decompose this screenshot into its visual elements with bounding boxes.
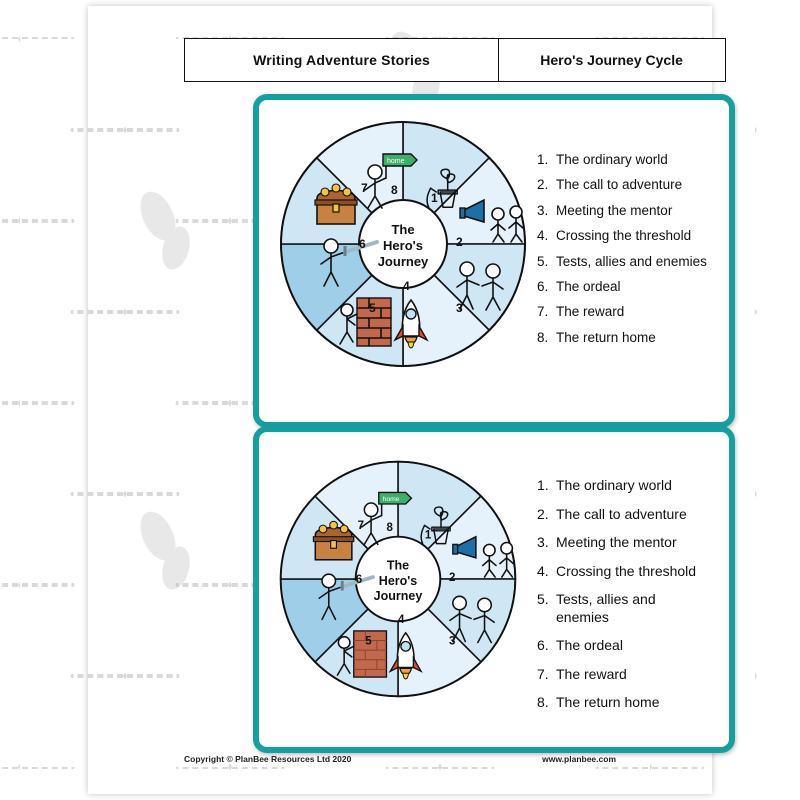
list-item-text: The ordeal xyxy=(556,278,621,294)
list-item-number: 3. xyxy=(537,534,549,550)
svg-text:Hero's: Hero's xyxy=(383,238,423,253)
paper-sheet xyxy=(88,6,712,794)
list-item-number: 3. xyxy=(537,202,549,218)
svg-text:5: 5 xyxy=(369,301,376,315)
list-item-number: 6. xyxy=(537,637,549,653)
list-item xyxy=(537,152,712,169)
list-item-text: The ordinary world xyxy=(556,477,672,493)
header-banner xyxy=(184,38,726,82)
list-item-number: 6. xyxy=(537,278,549,294)
list-item-number: 2. xyxy=(537,505,549,522)
list-item-text: Tests, allies and enemies xyxy=(556,591,656,625)
hero-journey-wheel xyxy=(273,454,523,704)
list-item xyxy=(537,591,712,626)
list-item-text: Crossing the threshold xyxy=(556,562,697,579)
list-item xyxy=(537,330,712,347)
svg-text:Journey: Journey xyxy=(373,589,423,604)
svg-text:7: 7 xyxy=(361,181,368,195)
list-item-number: 4. xyxy=(537,228,549,244)
list-item xyxy=(537,304,712,321)
list-item-number: 1. xyxy=(537,477,549,493)
list-item-number: 8. xyxy=(537,329,549,345)
list-item xyxy=(537,477,712,495)
list-item-number: 4. xyxy=(537,562,549,579)
svg-text:8: 8 xyxy=(391,183,398,197)
list-item-number: 2. xyxy=(537,177,549,193)
svg-text:1: 1 xyxy=(431,191,438,205)
svg-text:3: 3 xyxy=(448,635,456,648)
svg-text:1: 1 xyxy=(424,529,432,542)
wheel-diagram xyxy=(273,114,533,374)
hero-journey-card-top xyxy=(253,94,735,428)
list-item xyxy=(537,666,712,684)
svg-text:4: 4 xyxy=(398,614,405,627)
stage-list xyxy=(537,152,712,355)
svg-text:8: 8 xyxy=(386,521,393,534)
list-item-text: Meeting the mentor xyxy=(556,202,673,218)
svg-text:Journey: Journey xyxy=(377,254,429,269)
svg-text:The: The xyxy=(386,558,410,573)
list-item-text: The reward xyxy=(556,304,625,320)
svg-text:7: 7 xyxy=(357,520,365,532)
svg-text:4: 4 xyxy=(403,279,410,293)
svg-text:The: The xyxy=(391,222,415,237)
list-item-text: Meeting the mentor xyxy=(556,534,677,550)
list-item-number: 7. xyxy=(537,665,549,682)
list-item xyxy=(537,228,712,245)
svg-text:2: 2 xyxy=(448,571,456,584)
svg-text:3: 3 xyxy=(456,301,463,315)
hero-journey-wheel xyxy=(273,114,533,374)
svg-text:6: 6 xyxy=(359,237,366,251)
stage-list xyxy=(537,477,712,723)
bee-watermark-icon xyxy=(128,506,208,596)
list-item-text: The ordeal xyxy=(556,637,623,653)
list-item xyxy=(537,637,712,655)
svg-text:5: 5 xyxy=(365,635,372,648)
list-item xyxy=(537,254,712,271)
list-item-number: 8. xyxy=(537,694,549,710)
list-item xyxy=(537,534,712,552)
treasure-chest-icon xyxy=(315,184,357,224)
list-item xyxy=(537,563,712,581)
list-item-text: The ordinary world xyxy=(556,152,668,167)
list-item xyxy=(537,279,712,296)
list-item-text: The call to adventure xyxy=(556,177,683,193)
page-footer xyxy=(184,754,616,764)
hero-journey-card-bottom xyxy=(253,426,735,753)
svg-text:6: 6 xyxy=(355,573,363,586)
list-item-text: The call to adventure xyxy=(556,505,687,522)
svg-text:2: 2 xyxy=(456,235,463,249)
list-item xyxy=(537,203,712,220)
list-item-text: The return home xyxy=(556,329,656,345)
list-item-number: 5. xyxy=(537,253,549,269)
list-item-text: Tests, allies and enemies xyxy=(556,253,707,269)
list-item xyxy=(537,506,712,524)
copyright-text: Copyright © PlanBee Resources Ltd 2020 xyxy=(184,754,352,764)
list-item xyxy=(537,694,712,712)
list-item-text: Crossing the threshold xyxy=(556,228,692,244)
list-item-number: 7. xyxy=(537,304,549,320)
svg-text:Hero's: Hero's xyxy=(378,573,418,588)
list-item xyxy=(537,177,712,194)
bee-watermark-icon xyxy=(128,186,208,276)
website-link[interactable]: www.planbee.com xyxy=(542,754,616,764)
list-item-number: 5. xyxy=(537,591,549,607)
svg-text:home: home xyxy=(382,496,400,504)
svg-text:home: home xyxy=(387,158,405,165)
list-item-text: The reward xyxy=(556,665,627,682)
wheel-diagram xyxy=(273,454,523,704)
page-subtitle: Hero's Journey Cycle xyxy=(540,52,683,68)
page-title: Writing Adventure Stories xyxy=(253,52,431,68)
list-item-number: 1. xyxy=(537,152,549,167)
treasure-chest-icon xyxy=(313,521,353,559)
list-item-text: The return home xyxy=(556,694,660,710)
